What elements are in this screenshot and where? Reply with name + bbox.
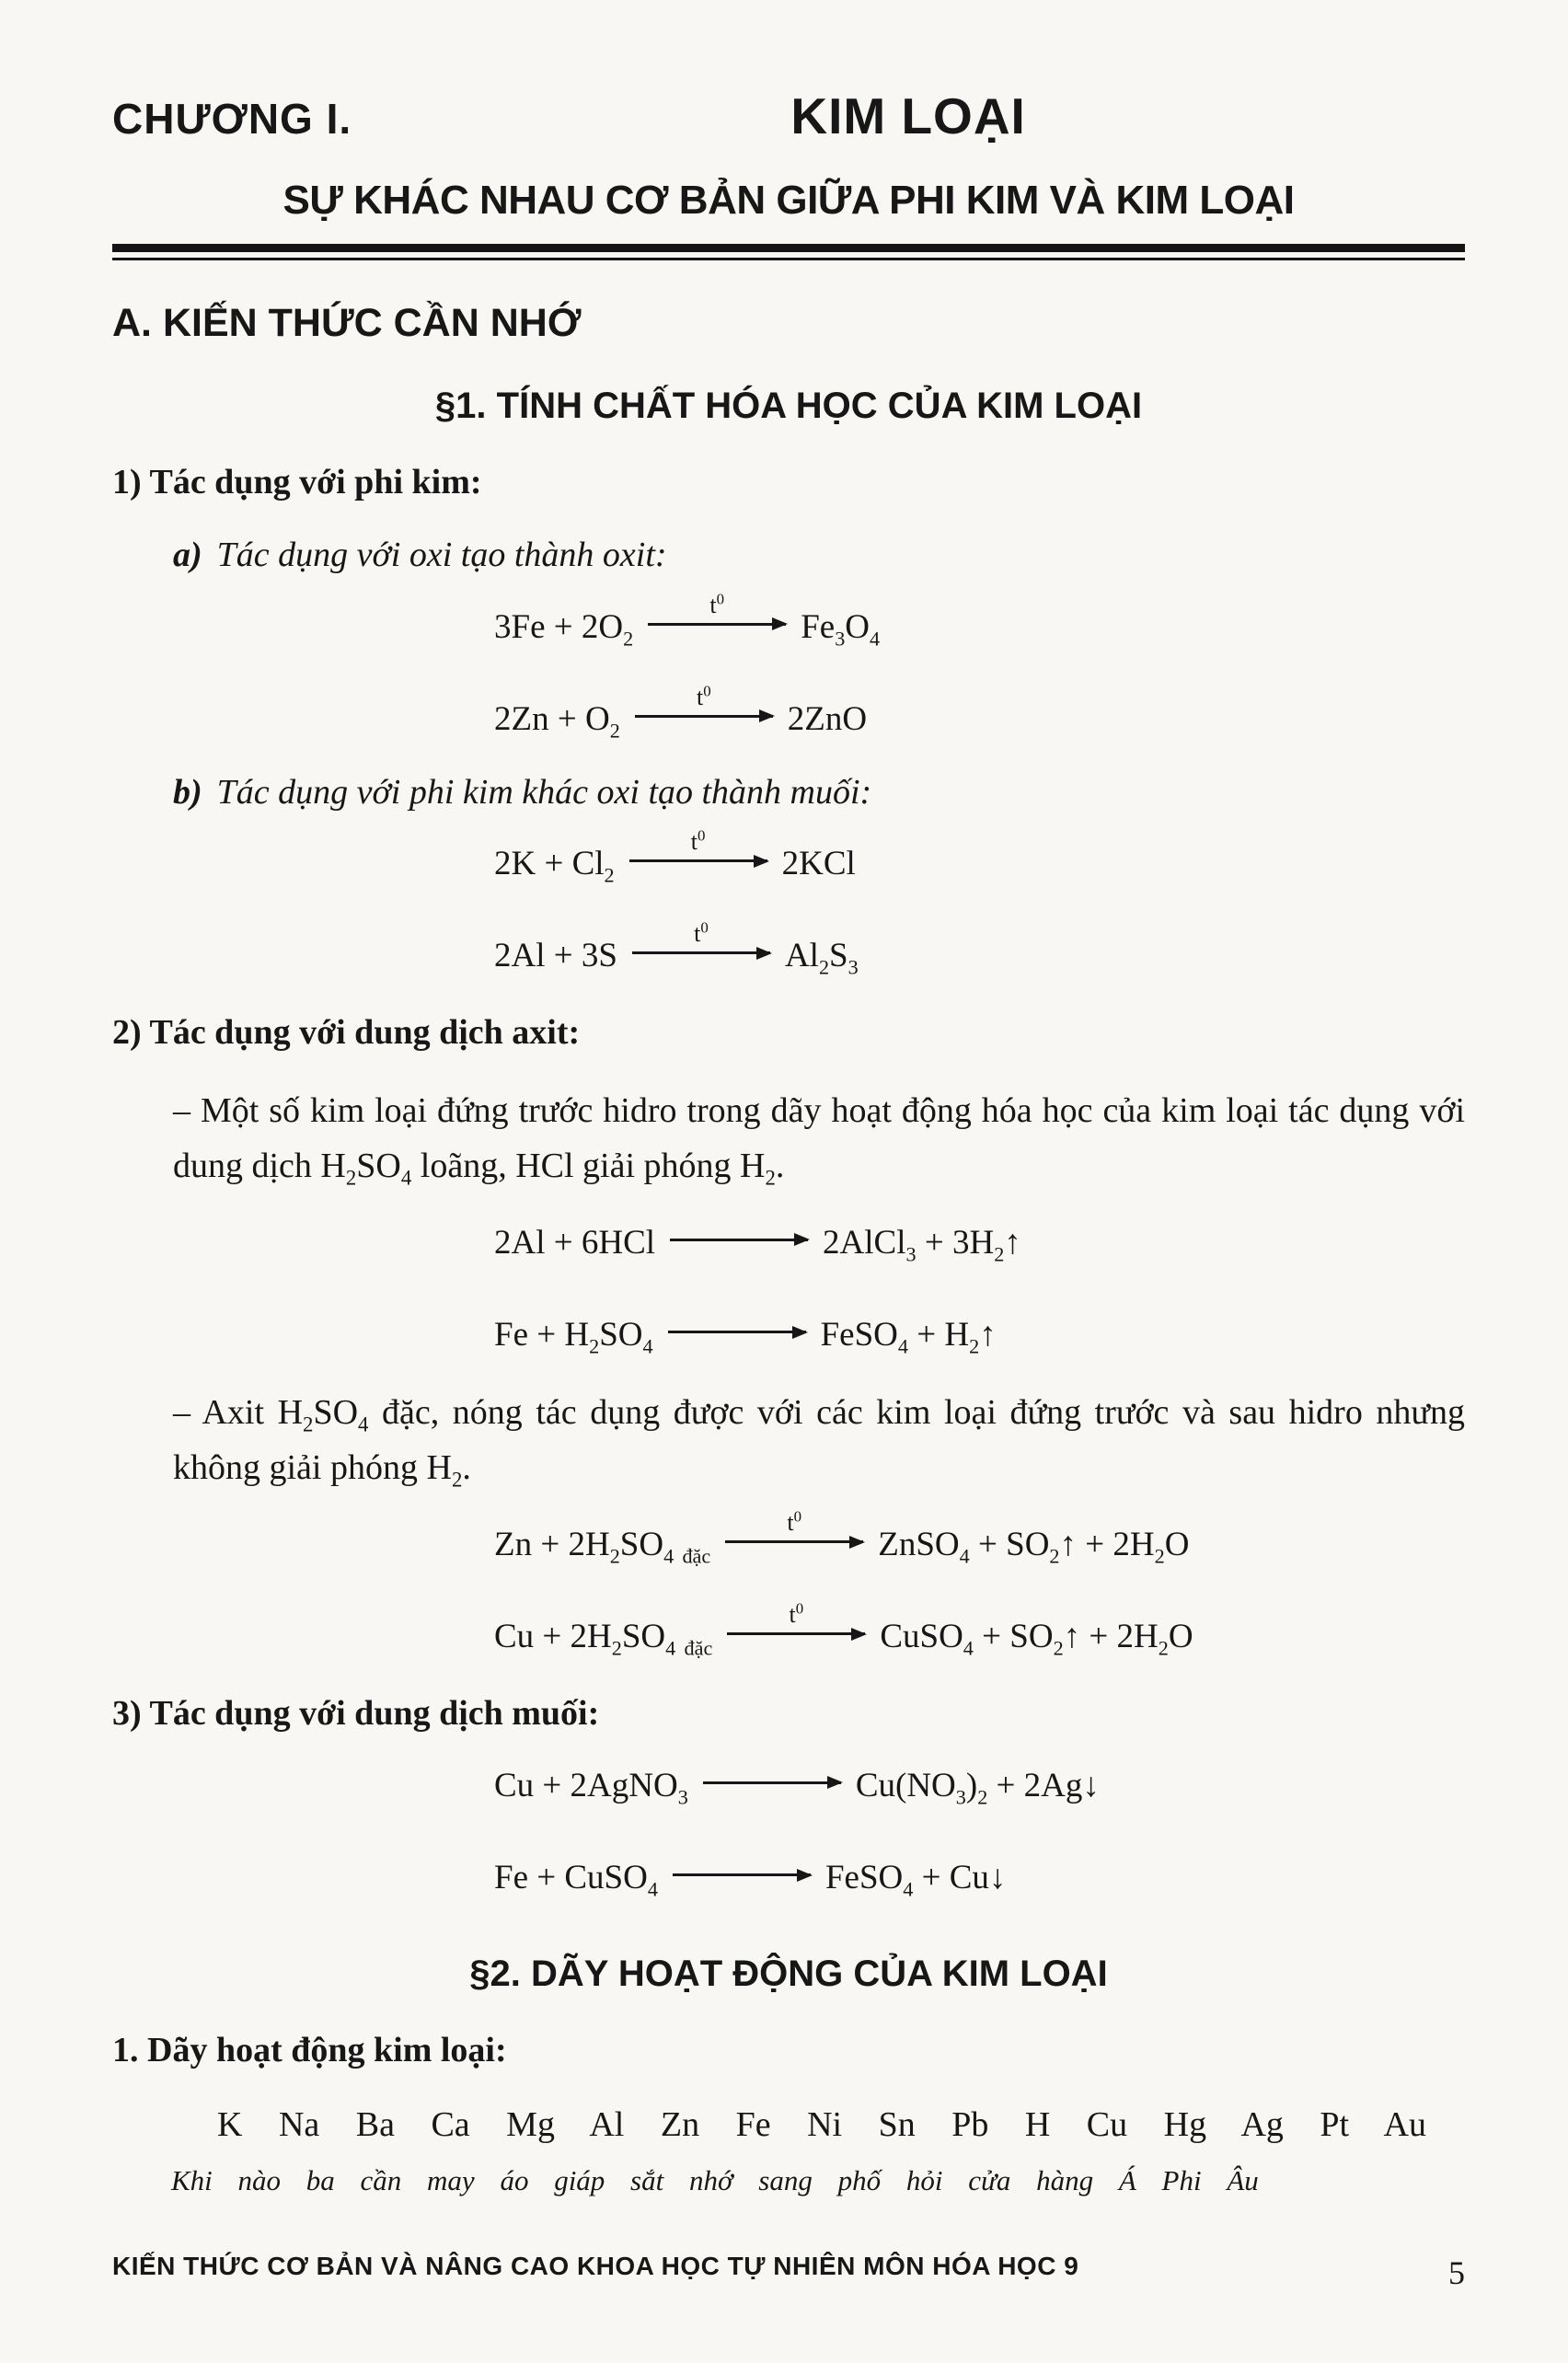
page-subtitle: SỰ KHÁC NHAU CƠ BẢN GIỮA PHI KIM VÀ KIM LOẠI (282, 177, 1295, 223)
item-3-label: 3) Tác dụng với dung dịch muối: (112, 1694, 600, 1734)
reaction-condition: $t^0$ (690, 826, 706, 856)
equation-lhs: Fe + CuSO$_4$ (494, 1859, 658, 1901)
equation-cu-agno3 (494, 1764, 1465, 1808)
arrow-line-icon (629, 859, 767, 862)
item-1a-label: a) (173, 536, 202, 575)
equation-fe-cuso4 (494, 1856, 1465, 1900)
equation-rhs: 2AlCl$_3$ + $3H_2↑$ (823, 1223, 1021, 1266)
equation-fe-o2 (494, 589, 1465, 650)
equation-al-hcl (494, 1221, 1465, 1265)
activity-series-mnemonic: Khi nào ba cần may áo giáp sắt nhớ sang phố hỏi cửa hàng Á Phi Âu (171, 2163, 1259, 2196)
equation-rhs: FeSO$_4$ + Cu↓ (824, 1859, 1007, 1901)
equation-lhs: $Fe + H_2SO_4$ (494, 1316, 653, 1358)
equation-lhs: $3Fe + 2O_2$ (494, 607, 634, 650)
arrow-line-icon (725, 1540, 863, 1543)
equation-lhs: 2Al + 3S (494, 937, 617, 975)
reaction-condition: $t^0$ (787, 1507, 802, 1537)
arrow-line-icon (727, 1632, 865, 1635)
reaction-condition: $t^0$ (696, 681, 711, 710)
item-1b-text: Tác dụng với phi kim khác oxi tạo thành muối: (216, 772, 872, 812)
chapter-label: CHƯƠNG I. (112, 95, 352, 143)
equation-zn-o2 (494, 681, 1465, 743)
reaction-condition: $t^0$ (789, 1599, 804, 1629)
item-2-paragraph-1: – Một số kim loại đứng trước hidro trong dãy hoạt động hóa học của kim loại tác dụng với dung dịch $H_2SO_4$ loãng, HCl giải phóng $H_2$. (173, 1090, 1465, 1190)
section-2-item-1-label: 1. Dãy hoạt động kim loại: (112, 2031, 507, 2070)
double-rule-divider (112, 244, 1465, 260)
page-footer (112, 2249, 1465, 2291)
item-2-label: 2) Tác dụng với dung dịch axit: (112, 1013, 581, 1053)
equation-k-cl2 (494, 826, 1465, 887)
page-header (112, 88, 1465, 144)
equation-lhs: Cu + 2AgNO$_3$ (494, 1766, 688, 1809)
reaction-condition: $t^0$ (709, 589, 725, 618)
equation-cu-h2so4-dac (494, 1599, 1465, 1660)
arrow-line-icon (673, 1873, 811, 1876)
arrow-line-icon (670, 1239, 808, 1241)
reaction-arrow (629, 826, 767, 874)
equation-lhs: $Zn + 2H_2SO_4$ $_{đặc}$ (494, 1526, 711, 1568)
item-2-paragraph-2: – Axit $H_2SO_4$ đặc, nóng tác dụng được với các kim loại đứng trước và sau hidro nhưng không giải phóng $H_2$. (173, 1393, 1465, 1492)
footer-book-title: KIẾN THỨC CƠ BẢN VÀ NÂNG CAO KHOA HỌC TỰ NHIÊN MÔN HÓA HỌC 9 (112, 2252, 1079, 2281)
section-2-heading: §2. DÃY HOẠT ĐỘNG CỦA KIM LOẠI (469, 1954, 1108, 1995)
equation-lhs: $2K + Cl_2$ (494, 845, 615, 887)
item-1a-text: Tác dụng với oxi tạo thành oxit: (216, 536, 667, 575)
equation-fe-h2so4 (494, 1313, 1465, 1357)
arrow-line-icon (648, 623, 786, 626)
item-1-label: 1) Tác dụng với phi kim: (112, 462, 482, 501)
page-number: 5 (1448, 2254, 1465, 2291)
equation-lhs: $2Zn + O_2$ (494, 699, 620, 743)
item-1b (173, 771, 1465, 815)
arrow-line-icon (703, 1781, 841, 1784)
arrow-line-icon (635, 715, 773, 718)
reaction-arrow (703, 1781, 841, 1796)
reaction-arrow (632, 918, 770, 966)
rule-thin (112, 258, 1465, 260)
reaction-arrow (635, 681, 773, 730)
arrow-line-icon (668, 1331, 806, 1333)
reaction-arrow (727, 1599, 865, 1647)
section-a-heading: A. KIẾN THỨC CẦN NHỚ (112, 301, 582, 346)
equation-rhs: $Fe_3O_4$ (801, 607, 881, 650)
equation-zn-h2so4-dac (494, 1507, 1465, 1568)
rule-thick (112, 244, 1465, 252)
reaction-condition: $t^0$ (694, 918, 709, 948)
arrow-line-icon (632, 951, 770, 954)
item-1a (173, 534, 1465, 578)
equation-al-s (494, 918, 1465, 979)
equation-lhs: 2Al + 6HCl (494, 1223, 656, 1262)
equation-rhs: 2ZnO (787, 699, 868, 738)
section-1-heading: §1. TÍNH CHẤT HÓA HỌC CỦA KIM LOẠI (434, 385, 1143, 426)
equation-rhs: $Al_2S_3$ (784, 937, 859, 979)
equation-rhs: 2KCl (781, 845, 856, 883)
equation-rhs: CuSO$_4$ + $SO_2↑ + 2H_2O$ (880, 1618, 1193, 1660)
item-1b-label: b) (173, 772, 202, 812)
equation-rhs: ZnSO$_4$ + $SO_2↑ + 2H_2O$ (878, 1526, 1190, 1568)
equation-rhs: FeSO$_4$ + $H_2↑$ (820, 1316, 997, 1358)
equation-lhs: $Cu + 2H_2SO_4$ $_{đặc}$ (494, 1618, 713, 1660)
page-title: KIM LOẠI (790, 87, 1026, 144)
reaction-arrow (670, 1239, 808, 1253)
reaction-arrow (668, 1331, 806, 1345)
reaction-arrow (648, 589, 786, 638)
metal-activity-series: K Na Ba Ca Mg Al Zn Fe Ni Sn Pb H Cu Hg Ag Pt Au (217, 2104, 1426, 2144)
reaction-arrow (725, 1507, 863, 1555)
equation-rhs: $Cu(NO_3)_2$ + 2Ag↓ (855, 1766, 1100, 1809)
reaction-arrow (673, 1873, 811, 1888)
